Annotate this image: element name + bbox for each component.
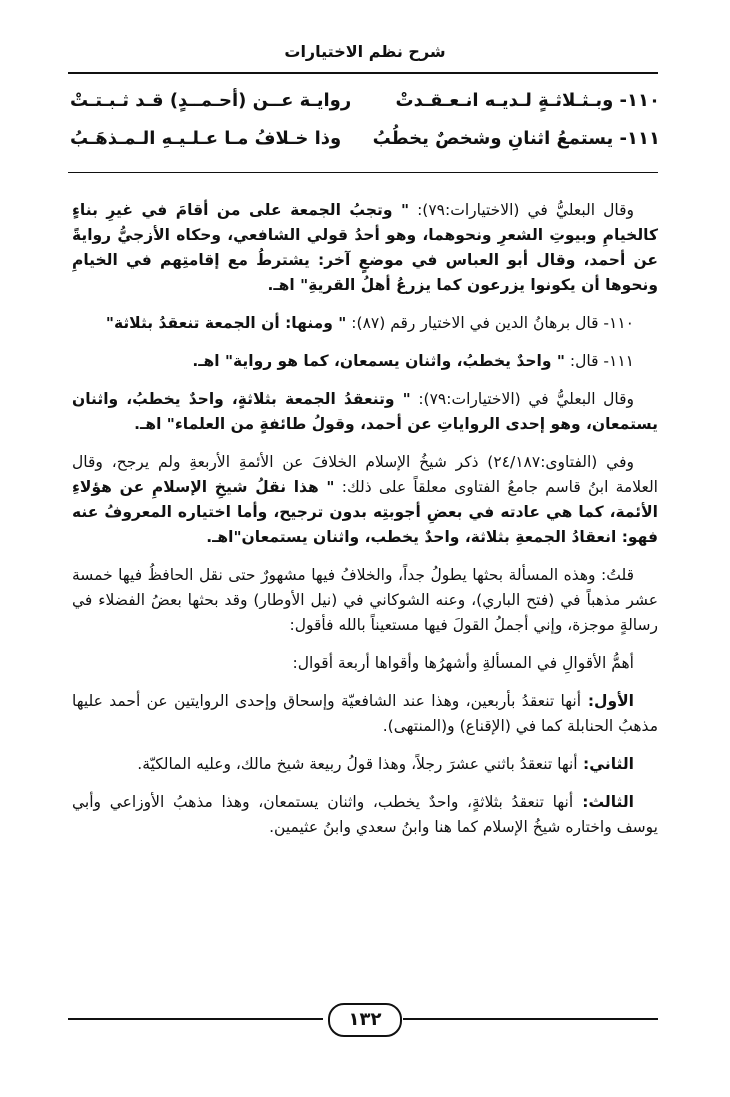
- paragraph-intro: قلتُ: وهذه المسألة بحثها يطولُ جداً، والخلافُ فيها مشهورٌ حتى نقل الحافظُ فيها خمسة عشر مذهباً في (فتح الباري)، وعنه الشوكاني في (نيل الأوطار) وقد بحثها بعضُ الفضلاء في رسالةٍ موجزة، وإني أجملُ القولَ فيها مستعيناً بالله فأقول:: [72, 566, 658, 634]
- verses-divider: [68, 172, 658, 173]
- paragraph-intro: ١١٠- قال برهانُ الدين في الاختيار رقم (٨٧):: [346, 314, 634, 332]
- paragraph-intro: ١١١- قال:: [564, 352, 634, 370]
- paragraph-intro: أنها تنعقدُ باثني عشرَ رجلاً، وهذا قولُ ربيعة شيخ مالك، وعليه المالكيّة.: [137, 755, 578, 773]
- footer-rule-left: [68, 1018, 323, 1020]
- paragraph-fatawa: [72, 450, 658, 550]
- paragraph-intro: وقال البعليُّ في (الاختيارات:٧٩):: [410, 390, 634, 408]
- paragraph-intro: أنها تنعقدُ بثلاثةٍ، واحدٌ يخطب، واثنان يستمعان، وهذا مذهبُ الأوزاعي وأبي يوسف واختاره شيخُ الإسلام كما هنا وابنُ سعدي وابنُ عثيمين.: [72, 793, 658, 836]
- paragraph-first-saying: [72, 689, 658, 739]
- paragraph-intro: وقال البعليُّ في (الاختيارات:٧٩):: [409, 201, 634, 219]
- paragraph-baali-2: [72, 387, 658, 437]
- verse-hemistich-second: وذا خـلافُ مـا عـلـيـهِ الـمـذهَـبُ: [70, 128, 342, 149]
- verse-hemistich-second: روايـة عــن (أحـمــدٍ) قـد ثـبـتـتْ: [70, 90, 352, 111]
- paragraph-quote: " وتنعقدُ الجمعة بثلاثةٍ، واحدٌ يخطبُ، واثنان يستمعان، وهو إحدى الرواياتِ عن أحمد، وقولُ طائفةٍ من العلماء" اهـ.: [72, 390, 658, 433]
- page-footer: [68, 1000, 658, 1040]
- header-divider: [68, 72, 658, 74]
- paragraph-intro: وفي (الفتاوى:٢٤/١٨٧) ذكر شيخُ الإسلام الخلافَ عن الأئمةِ الأربعةِ ولم يرجح، وقال العلامة ابنُ قاسم جامعُ الفتاوى معلقاً على ذلك:: [72, 453, 658, 496]
- commentary-body: [72, 198, 658, 853]
- verse-hemistich-first: ١١٠- وبـثـلاثـةٍ لـديـه انـعـقـدتْ: [395, 90, 660, 111]
- saying-label: الثاني:: [577, 755, 634, 773]
- verse-hemistich-first: ١١١- يستمعُ اثنانِ وشخصٌ يخطُبُ: [372, 128, 660, 149]
- paragraph-second-saying: [72, 752, 658, 777]
- paragraph-quote: " هذا نقلُ شيخِ الإسلامِ عن هؤلاءِ الأئمة، كما هي عادته في بعضِ أجوبتِه بدون ترجيح، وأما اختياره المعروفُ عنه فهو: انعقادُ الجمعةِ بثلاثة، واحدٌ يخطب، واثنان يستمعان"اهـ.: [72, 478, 658, 546]
- page-header-title: شرح نظم الاختيارات: [284, 42, 446, 61]
- paragraph-intro: أنها تنعقدُ بأربعين، وهذا عند الشافعيّة وإسحاق وإحدى الروايتين عن أحمد عليها مذهبُ الحنابلة كما في (الإقناع) و(المنتهى).: [72, 692, 658, 735]
- page-number: ١٣٢: [328, 1003, 402, 1037]
- paragraph-110: [72, 311, 658, 336]
- paragraph-third-saying: [72, 790, 658, 840]
- paragraph-intro: أهمُّ الأقوالِ في المسألةِ وأشهرُها وأقواها أربعة أقوال:: [292, 654, 634, 672]
- paragraph-quote: " ومنها: أن الجمعة تنعقدُ بثلاثة": [105, 314, 347, 332]
- saying-label: الثالث:: [573, 793, 634, 811]
- paragraph-sayings-heading: [72, 651, 658, 676]
- paragraph-baali-1: [72, 198, 658, 298]
- saying-label: الأول:: [581, 692, 634, 710]
- footer-rule-right: [403, 1018, 658, 1020]
- paragraph-quote: " وتجبُ الجمعة على من أقامَ في غيرِ بناءٍ كالخيامِ وبيوتِ الشعرِ ونحوهما، وهو أحدُ قولي الشافعي، وحكاه الأزجيُّ روايةً عن أحمد، وقال أبو العباس في موضعٍ آخر: يشترطُ مع إقامتِهم في الخيامِ ونحوها أن يكونوا يزرعون كما يزرعُ أهلُ القريةِ" اهـ.: [72, 201, 658, 294]
- paragraph-author-note: [72, 563, 658, 638]
- paragraph-quote: " واحدٌ يخطبُ، واثنان يسمعان، كما هو رواية" اهـ.: [192, 352, 565, 370]
- paragraph-111: [72, 349, 658, 374]
